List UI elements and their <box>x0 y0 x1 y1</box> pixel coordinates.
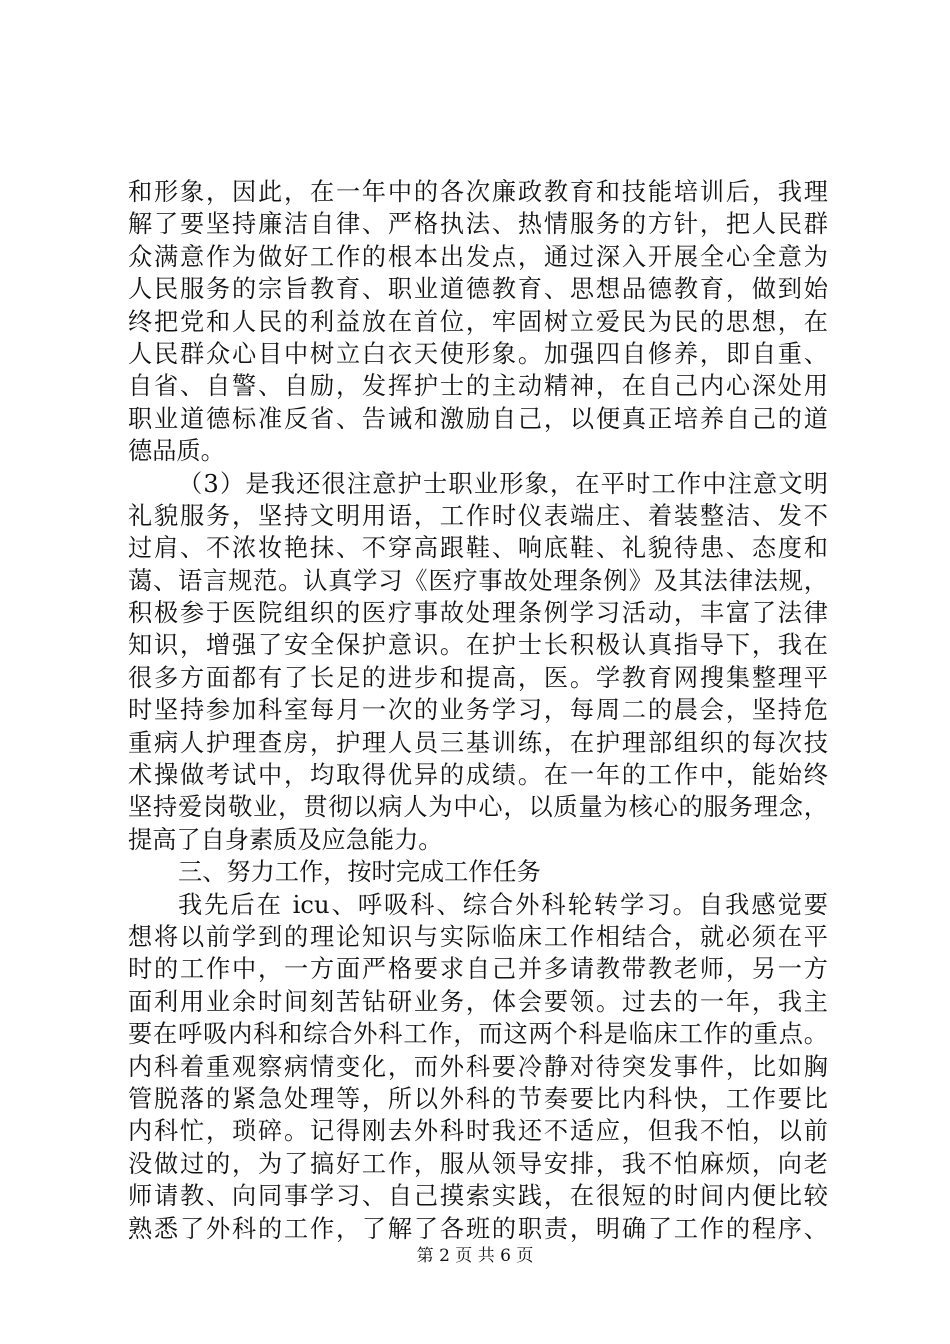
text-line: 师请教、向同事学习、自己摸索实践，在很短的时间内便比较 <box>128 1182 828 1211</box>
text-line: 解了要坚持廉洁自律、严格执法、热情服务的方针，把人民群 <box>128 210 828 239</box>
page-number-footer: 第 2 页 共 6 页 <box>416 1246 534 1266</box>
text-line: 我先后在 icu、呼吸科、综合外科轮转学习。自我感觉要 <box>178 890 828 919</box>
text-line: 礼貌服务，坚持文明用语，工作时仪表端庄、着装整洁、发不 <box>128 501 828 530</box>
text-line: 众满意作为做好工作的根本出发点，通过深入开展全心全意为 <box>128 242 828 271</box>
text-line: 重病人护理查房，护理人员三基训练，在护理部组织的每次技 <box>128 728 828 757</box>
text-line: 时坚持参加科室每月一次的业务学习，每周二的晨会，坚持危 <box>128 696 828 725</box>
text-line: 知识，增强了安全保护意识。在护士长积极认真指导下，我在 <box>128 631 828 660</box>
body-text <box>128 176 828 1245</box>
text-line: 想将以前学到的理论知识与实际临床工作相结合，就必须在平 <box>128 922 828 951</box>
text-line: （3）是我还很注意护士职业形象，在平时工作中注意文明 <box>178 469 828 498</box>
text-line: 没做过的，为了搞好工作，服从领导安排，我不怕麻烦，向老 <box>128 1149 828 1178</box>
text-line: 时的工作中，一方面严格要求自己并多请教带教老师，另一方 <box>128 955 828 984</box>
text-line: 和形象，因此，在一年中的各次廉政教育和技能培训后，我理 <box>128 178 828 206</box>
text-line: 熟悉了外科的工作，了解了各班的职责，明确了工作的程序、 <box>128 1214 828 1243</box>
text-line: 面利用业余时间刻苦钻研业务，体会要领。过去的一年，我主 <box>128 987 828 1016</box>
text-line: 终把党和人民的利益放在首位，牢固树立爱民为民的思想，在 <box>128 307 828 336</box>
text-line: 要在呼吸内科和综合外科工作，而这两个科是临床工作的重点。 <box>128 1020 828 1049</box>
text-line: 过肩、不浓妆艳抹、不穿高跟鞋、响底鞋、礼貌待患、态度和 <box>128 534 828 563</box>
text-line: 提高了自身素质及应急能力。 <box>128 825 443 854</box>
text-line: 人民群众心目中树立白衣天使形象。加强四自修养，即自重、 <box>128 339 828 368</box>
text-line: 职业道德标准反省、告诫和激励自己，以便真正培养自己的道 <box>128 404 828 433</box>
text-line: 积极参于医院组织的医疗事故处理条例学习活动，丰富了法律 <box>128 599 828 628</box>
text-line: 很多方面都有了长足的进步和提高，医。学教育网搜集整理平 <box>128 663 828 692</box>
text-line: 术操做考试中，均取得优异的成绩。在一年的工作中，能始终 <box>128 761 828 790</box>
text-line: 内科着重观察病情变化，而外科要冷静对待突发事件，比如胸 <box>128 1052 828 1081</box>
text-line: 坚持爱岗敬业，贯彻以病人为中心，以质量为核心的服务理念， <box>128 793 828 822</box>
section-heading: 三、努力工作，按时完成工作任务 <box>178 858 541 887</box>
text-line: 蔼、语言规范。认真学习《医疗事故处理条例》及其法律法规， <box>128 566 828 595</box>
text-line: 自省、自警、自励，发挥护士的主动精神，在自己内心深处用 <box>128 372 828 401</box>
text-line: 人民服务的宗旨教育、职业道德教育、思想品德教育，做到始 <box>128 275 828 304</box>
text-line: 德品质。 <box>128 437 225 466</box>
text-line: 内科忙，琐碎。记得刚去外科时我还不适应，但我不怕，以前 <box>128 1117 828 1146</box>
text-line: 管脱落的紧急处理等，所以外科的节奏要比内科快，工作要比 <box>128 1084 828 1113</box>
